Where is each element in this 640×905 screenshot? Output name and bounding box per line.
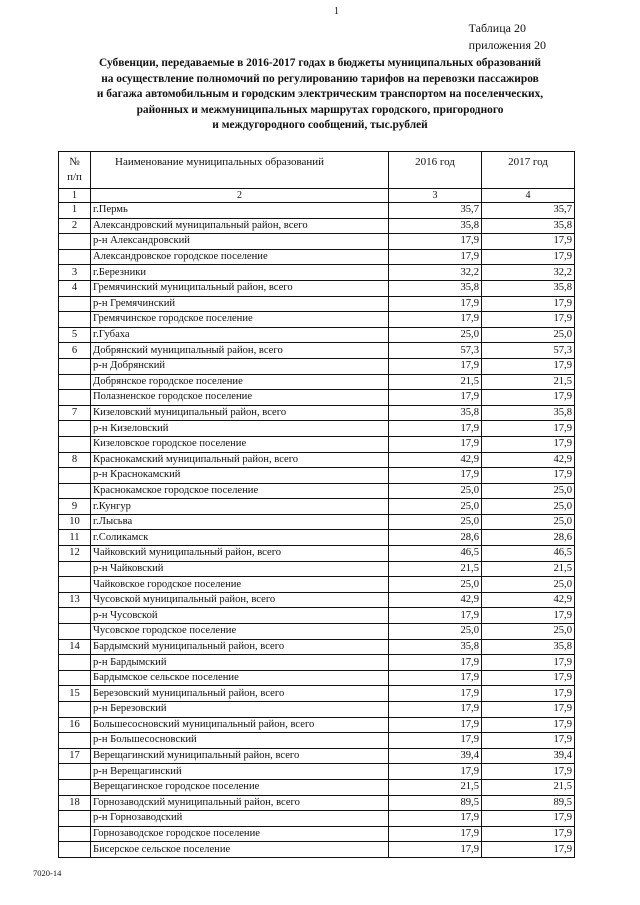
row-number (59, 390, 91, 406)
table-row (59, 327, 575, 343)
table-row (59, 561, 575, 577)
table-row (59, 655, 575, 671)
row-name: Александровское городское поселение (91, 249, 389, 265)
row-value-2017: 17,9 (482, 296, 575, 312)
table-row (59, 405, 575, 421)
row-value-2016: 25,0 (389, 514, 482, 530)
table-row (59, 577, 575, 593)
row-value-2017: 17,9 (482, 811, 575, 827)
row-name: Кизеловский муниципальный район, всего (91, 405, 389, 421)
row-name: г.Лысьва (91, 514, 389, 530)
row-value-2016: 17,9 (389, 733, 482, 749)
row-value-2016: 28,6 (389, 530, 482, 546)
title-line: на осуществление полномочий по регулированию тарифов на перевозки пассажиров (101, 72, 539, 85)
header-number-symbol: № (69, 156, 80, 168)
header-year-2017: 2017 год (482, 152, 575, 189)
row-value-2016: 32,2 (389, 265, 482, 281)
row-number (59, 577, 91, 593)
document-title (40, 56, 600, 134)
row-value-2017: 35,8 (482, 280, 575, 296)
header-year-2016: 2016 год (389, 152, 482, 189)
row-value-2017: 35,7 (482, 203, 575, 219)
row-number (59, 234, 91, 250)
row-number (59, 436, 91, 452)
row-name: р-н Березовский (91, 702, 389, 718)
row-value-2017: 17,9 (482, 390, 575, 406)
table-row (59, 436, 575, 452)
row-value-2017: 35,8 (482, 218, 575, 234)
column-index: 4 (482, 189, 575, 203)
row-name: Краснокамское городское поселение (91, 483, 389, 499)
row-value-2017: 46,5 (482, 546, 575, 562)
row-number: 5 (59, 327, 91, 343)
table-row (59, 218, 575, 234)
row-value-2017: 39,4 (482, 748, 575, 764)
header-name: Наименование муниципальных образований (91, 152, 389, 189)
row-value-2017: 42,9 (482, 592, 575, 608)
row-value-2017: 17,9 (482, 702, 575, 718)
row-name: г.Березники (91, 265, 389, 281)
row-number: 9 (59, 499, 91, 515)
row-name: Чайковское городское поселение (91, 577, 389, 593)
row-name: р-н Горнозаводский (91, 811, 389, 827)
row-number: 2 (59, 218, 91, 234)
row-value-2016: 35,8 (389, 639, 482, 655)
table-row (59, 452, 575, 468)
row-value-2016: 35,7 (389, 203, 482, 219)
table-row (59, 374, 575, 390)
row-value-2016: 17,9 (389, 608, 482, 624)
header-number-abbr: п/п (67, 171, 82, 183)
row-name: Чайковский муниципальный район, всего (91, 546, 389, 562)
table-row (59, 717, 575, 733)
row-name: Краснокамский муниципальный район, всего (91, 452, 389, 468)
row-name: Чусовской муниципальный район, всего (91, 592, 389, 608)
row-value-2016: 17,9 (389, 826, 482, 842)
row-value-2017: 17,9 (482, 608, 575, 624)
row-value-2017: 25,0 (482, 514, 575, 530)
row-value-2016: 25,0 (389, 327, 482, 343)
table-row (59, 358, 575, 374)
column-index: 3 (389, 189, 482, 203)
row-number (59, 764, 91, 780)
row-value-2017: 17,9 (482, 249, 575, 265)
row-value-2017: 17,9 (482, 234, 575, 250)
table-row (59, 592, 575, 608)
row-number (59, 624, 91, 640)
row-name: Верещагинское городское поселение (91, 779, 389, 795)
row-value-2016: 42,9 (389, 592, 482, 608)
row-name: Полазненское городское поселение (91, 390, 389, 406)
header-number (59, 152, 91, 189)
row-number (59, 561, 91, 577)
table-row (59, 390, 575, 406)
row-value-2017: 28,6 (482, 530, 575, 546)
row-name: р-н Кизеловский (91, 421, 389, 437)
row-number: 6 (59, 343, 91, 359)
row-number (59, 842, 91, 858)
print-code: 7020-14 (33, 868, 62, 878)
row-number: 14 (59, 639, 91, 655)
row-value-2016: 35,8 (389, 280, 482, 296)
row-value-2016: 39,4 (389, 748, 482, 764)
row-name: Горнозаводский муниципальный район, всего (91, 795, 389, 811)
row-name: р-н Большесосновский (91, 733, 389, 749)
row-value-2017: 25,0 (482, 327, 575, 343)
row-value-2017: 25,0 (482, 624, 575, 640)
table-row (59, 546, 575, 562)
title-line: Субвенции, передаваемые в 2016-2017 годах в бюджеты муниципальных образований (99, 57, 541, 69)
row-number (59, 702, 91, 718)
table-row (59, 530, 575, 546)
row-value-2017: 17,9 (482, 421, 575, 437)
column-index: 2 (91, 189, 389, 203)
row-value-2016: 17,9 (389, 686, 482, 702)
row-number (59, 358, 91, 374)
table-body (59, 203, 575, 858)
row-value-2017: 17,9 (482, 312, 575, 328)
row-number (59, 483, 91, 499)
row-value-2017: 17,9 (482, 655, 575, 671)
row-value-2016: 17,9 (389, 234, 482, 250)
row-number (59, 249, 91, 265)
table-row (59, 842, 575, 858)
table-row (59, 624, 575, 640)
table-row (59, 795, 575, 811)
row-number: 4 (59, 280, 91, 296)
row-value-2016: 25,0 (389, 483, 482, 499)
row-value-2016: 17,9 (389, 296, 482, 312)
row-value-2017: 25,0 (482, 577, 575, 593)
row-number (59, 421, 91, 437)
row-value-2016: 35,8 (389, 405, 482, 421)
row-value-2017: 17,9 (482, 717, 575, 733)
table-row (59, 608, 575, 624)
row-name: р-н Александровский (91, 234, 389, 250)
row-value-2016: 17,9 (389, 811, 482, 827)
table-row (59, 234, 575, 250)
row-name: Березовский муниципальный район, всего (91, 686, 389, 702)
table-row (59, 265, 575, 281)
row-name: р-н Гремячинский (91, 296, 389, 312)
title-line: и багажа автомобильным и городским электрическим транспортом на поселенческих, (96, 88, 544, 101)
row-number: 8 (59, 452, 91, 468)
row-value-2016: 25,0 (389, 499, 482, 515)
row-value-2016: 17,9 (389, 312, 482, 328)
row-value-2017: 21,5 (482, 561, 575, 577)
row-value-2017: 17,9 (482, 358, 575, 374)
row-number: 11 (59, 530, 91, 546)
row-value-2017: 35,8 (482, 639, 575, 655)
row-value-2016: 25,0 (389, 577, 482, 593)
row-value-2016: 17,9 (389, 390, 482, 406)
table-row (59, 499, 575, 515)
row-name: р-н Бардымский (91, 655, 389, 671)
column-index: 1 (59, 189, 91, 203)
table-row (59, 343, 575, 359)
title-line: и междугородного сообщений, тыс.рублей (212, 119, 428, 132)
row-name: р-н Чусовской (91, 608, 389, 624)
table-row (59, 483, 575, 499)
row-value-2017: 42,9 (482, 452, 575, 468)
row-value-2017: 17,9 (482, 686, 575, 702)
table-row (59, 686, 575, 702)
header-row (59, 152, 575, 189)
row-value-2016: 25,0 (389, 624, 482, 640)
row-number: 3 (59, 265, 91, 281)
row-value-2016: 17,9 (389, 468, 482, 484)
row-value-2016: 17,9 (389, 436, 482, 452)
row-name: г.Губаха (91, 327, 389, 343)
row-value-2016: 21,5 (389, 374, 482, 390)
caption-table-number: Таблица 20 (468, 21, 526, 35)
row-value-2016: 17,9 (389, 670, 482, 686)
row-number (59, 733, 91, 749)
row-name: р-н Добрянский (91, 358, 389, 374)
row-value-2016: 17,9 (389, 421, 482, 437)
table-row (59, 811, 575, 827)
row-name: Добрянское городское поселение (91, 374, 389, 390)
row-value-2017: 32,2 (482, 265, 575, 281)
row-number (59, 468, 91, 484)
row-number (59, 826, 91, 842)
row-value-2017: 35,8 (482, 405, 575, 421)
row-value-2016: 17,9 (389, 358, 482, 374)
row-name: Большесосновский муниципальный район, всего (91, 717, 389, 733)
row-name: Александровский муниципальный район, всего (91, 218, 389, 234)
table-row (59, 670, 575, 686)
row-name: Кизеловское городское поселение (91, 436, 389, 452)
row-value-2016: 17,9 (389, 764, 482, 780)
row-name: р-н Верещагинский (91, 764, 389, 780)
row-name: Добрянский муниципальный район, всего (91, 343, 389, 359)
table-row (59, 826, 575, 842)
caption-appendix: приложения 20 (468, 38, 546, 52)
row-value-2017: 17,9 (482, 436, 575, 452)
row-number (59, 312, 91, 328)
row-name: Верещагинский муниципальный район, всего (91, 748, 389, 764)
row-value-2016: 21,5 (389, 561, 482, 577)
table-row (59, 468, 575, 484)
row-number: 18 (59, 795, 91, 811)
row-name: г.Пермь (91, 203, 389, 219)
row-value-2017: 57,3 (482, 343, 575, 359)
row-value-2016: 21,5 (389, 779, 482, 795)
row-value-2016: 17,9 (389, 842, 482, 858)
row-value-2017: 17,9 (482, 826, 575, 842)
table-row (59, 748, 575, 764)
row-name: г.Кунгур (91, 499, 389, 515)
row-name: Гремячинское городское поселение (91, 312, 389, 328)
row-name: Чусовское городское поселение (91, 624, 389, 640)
row-number (59, 779, 91, 795)
row-value-2017: 25,0 (482, 499, 575, 515)
subsidies-table (58, 151, 575, 858)
row-value-2017: 17,9 (482, 733, 575, 749)
row-value-2017: 25,0 (482, 483, 575, 499)
table-row (59, 421, 575, 437)
row-value-2016: 17,9 (389, 702, 482, 718)
row-value-2016: 35,8 (389, 218, 482, 234)
row-value-2016: 46,5 (389, 546, 482, 562)
row-value-2017: 17,9 (482, 842, 575, 858)
row-value-2017: 21,5 (482, 779, 575, 795)
title-line: районных и межмуниципальных маршрутах городского, пригородного (136, 103, 504, 116)
row-number (59, 374, 91, 390)
row-number: 16 (59, 717, 91, 733)
row-number: 17 (59, 748, 91, 764)
row-number: 15 (59, 686, 91, 702)
row-value-2016: 57,3 (389, 343, 482, 359)
row-value-2016: 17,9 (389, 717, 482, 733)
table-row (59, 702, 575, 718)
table-row (59, 280, 575, 296)
row-name: Бисерское сельское поселение (91, 842, 389, 858)
row-number: 13 (59, 592, 91, 608)
table-row (59, 733, 575, 749)
table-row (59, 639, 575, 655)
row-value-2016: 17,9 (389, 249, 482, 265)
table-row (59, 296, 575, 312)
row-number (59, 608, 91, 624)
table-row (59, 312, 575, 328)
row-value-2017: 17,9 (482, 468, 575, 484)
row-name: Гремячинский муниципальный район, всего (91, 280, 389, 296)
row-value-2016: 89,5 (389, 795, 482, 811)
table-row (59, 249, 575, 265)
table-row (59, 514, 575, 530)
column-index-row (59, 189, 575, 203)
row-name: Бардымский муниципальный район, всего (91, 639, 389, 655)
row-number: 10 (59, 514, 91, 530)
row-number (59, 811, 91, 827)
row-name: р-н Краснокамский (91, 468, 389, 484)
row-value-2017: 21,5 (482, 374, 575, 390)
row-value-2016: 17,9 (389, 655, 482, 671)
row-value-2017: 89,5 (482, 795, 575, 811)
row-name: Бардымское сельское поселение (91, 670, 389, 686)
row-name: г.Соликамск (91, 530, 389, 546)
row-number: 7 (59, 405, 91, 421)
row-name: р-н Чайковский (91, 561, 389, 577)
table-caption (469, 20, 546, 54)
row-number (59, 655, 91, 671)
row-number (59, 670, 91, 686)
table-row (59, 779, 575, 795)
row-name: Горнозаводское городское поселение (91, 826, 389, 842)
table-row (59, 764, 575, 780)
table-row (59, 203, 575, 219)
row-value-2017: 17,9 (482, 670, 575, 686)
row-number (59, 296, 91, 312)
row-number: 1 (59, 203, 91, 219)
row-number: 12 (59, 546, 91, 562)
row-value-2016: 42,9 (389, 452, 482, 468)
row-value-2017: 17,9 (482, 764, 575, 780)
page-number: 1 (334, 6, 339, 17)
